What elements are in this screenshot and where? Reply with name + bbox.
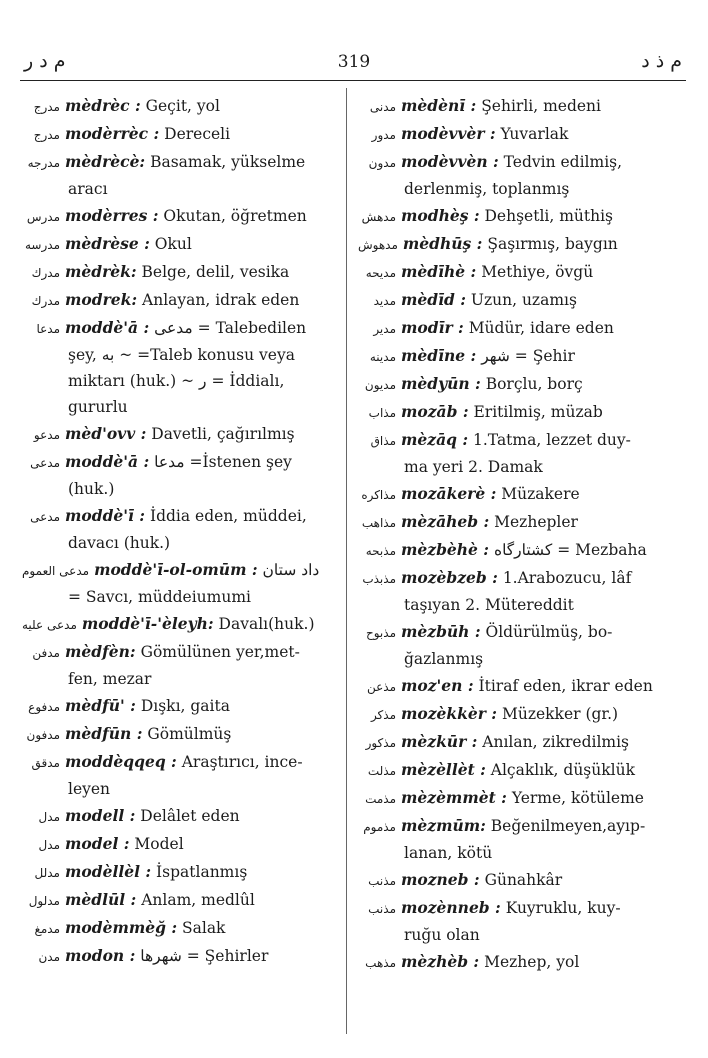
dictionary-entry	[22, 721, 344, 748]
transliteration: modèvvèn :	[401, 152, 499, 171]
definition: Beğenilmeyen,ayıp-	[490, 817, 646, 835]
definition: Anılan, zikredilmiş	[482, 733, 630, 751]
arabic-headword: مديون	[364, 378, 396, 392]
transliteration: modèvvèr :	[401, 124, 496, 143]
definition: Şaşırmış, baygın	[487, 235, 618, 253]
dictionary-entry	[22, 557, 344, 610]
arabic-headword: مدون	[368, 156, 396, 170]
definition: Gömülmüş	[147, 725, 232, 743]
definition-continuation: = Savcı, müddeiumumi	[68, 588, 251, 606]
transliteration: mèdrècè:	[65, 152, 146, 171]
arabic-headword: مدهش	[361, 210, 396, 224]
dictionary-entry	[358, 537, 676, 564]
transliteration: mèzāheb :	[401, 512, 490, 531]
definition: Anlam, medlûl	[141, 891, 255, 909]
arabic-headword: مدعو	[33, 428, 60, 442]
column-divider	[346, 88, 347, 1034]
arabic-headword: مديحه	[365, 266, 396, 280]
transliteration: mozènneb :	[401, 898, 501, 917]
definition: Basamak, yükselme	[150, 153, 306, 171]
definition-continuation: miktarı (huk.) ~ ر = İddialı,	[68, 372, 285, 390]
arabic-headword: مدير	[373, 322, 396, 336]
dictionary-entry	[22, 693, 344, 720]
transliteration: moddè'ā :	[65, 452, 150, 471]
transliteration: mèzmūm:	[401, 816, 486, 835]
dictionary-entry	[22, 93, 344, 120]
transliteration: mèdrèk:	[65, 262, 137, 281]
transliteration: mèzhèb :	[401, 952, 480, 971]
dictionary-entry	[358, 509, 676, 536]
transliteration: mèdīhè :	[401, 262, 477, 281]
definition-continuation: lanan, kötü	[404, 844, 493, 862]
dictionary-entry	[358, 203, 676, 230]
transliteration: model :	[65, 834, 130, 853]
dictionary-entry	[358, 867, 676, 894]
definition-continuation: taşıyan 2. Mütereddit	[404, 596, 574, 614]
arabic-headword: مدرسه	[24, 238, 60, 252]
dictionary-entry	[358, 287, 676, 314]
dictionary-entry	[358, 785, 676, 812]
dictionary-entry	[22, 449, 344, 502]
arabic-headword: مذبذب	[362, 572, 396, 586]
definition: Anlayan, idrak eden	[142, 291, 300, 309]
dictionary-entry	[22, 421, 344, 448]
definition: Yerme, kötüleme	[511, 789, 644, 807]
dictionary-entry	[358, 757, 676, 784]
definition: Model	[134, 835, 184, 853]
definition: Gömülünen yer,met-	[140, 643, 300, 661]
dictionary-entry	[358, 231, 676, 258]
dictionary-entry	[358, 343, 676, 370]
transliteration: mèdènī :	[401, 96, 477, 115]
arabic-headword: مدرك	[31, 266, 60, 280]
definition: شهر = Şehir	[481, 347, 575, 365]
arabic-headword: مدرج	[33, 128, 60, 142]
dictionary-entry	[358, 427, 676, 480]
transliteration: mèzbèhè :	[401, 540, 490, 559]
definition: Geçit, yol	[145, 97, 220, 115]
transliteration: mèzbūh :	[401, 622, 481, 641]
dictionary-entry	[22, 231, 344, 258]
dictionary-entry	[22, 259, 344, 286]
definition: شهرها = Şehirler	[140, 947, 269, 965]
definition-continuation: (huk.)	[68, 480, 115, 498]
dictionary-entry	[22, 149, 344, 202]
arabic-headword: مدقق	[31, 756, 60, 770]
dictionary-entry	[358, 729, 676, 756]
transliteration: modīr :	[401, 318, 464, 337]
header-rule	[20, 80, 686, 81]
definition: Mezhep, yol	[484, 953, 580, 971]
arabic-headword: مدنى	[369, 100, 396, 114]
dictionary-entry	[22, 887, 344, 914]
transliteration: modèllèl :	[65, 862, 152, 881]
dictionary-entry	[358, 149, 676, 202]
definition: Günahkâr	[484, 871, 563, 889]
arabic-headword: مذلت	[367, 764, 396, 778]
definition-continuation: fen, mezar	[68, 670, 152, 688]
arabic-headword: مذاب	[368, 406, 396, 420]
transliteration: mozèkkèr :	[401, 704, 498, 723]
arabic-headword: مدور	[371, 128, 396, 142]
definition: 1.Arabozucu, lâf	[502, 569, 632, 587]
transliteration: modrek:	[65, 290, 138, 309]
definition: Davalı(huk.)	[218, 615, 315, 633]
page-number: 319	[337, 52, 371, 72]
definition: Delâlet eden	[140, 807, 240, 825]
definition: Dehşetli, müthiş	[484, 207, 614, 225]
definition: Müdür, idare eden	[468, 319, 614, 337]
definition: Tedvin edilmiş,	[503, 153, 623, 171]
dictionary-entry	[358, 315, 676, 342]
arabic-headword: مدعى العموم	[22, 564, 90, 578]
transliteration: mèdrèse :	[65, 234, 150, 253]
transliteration: modell :	[65, 806, 136, 825]
definition: Öldürülmüş, bo-	[485, 623, 613, 641]
transliteration: mèdrèc :	[65, 96, 141, 115]
transliteration: mozneb :	[401, 870, 480, 889]
definition: İddia eden, müddei,	[149, 507, 307, 525]
transliteration: mèdyūn :	[401, 374, 481, 393]
definition: Davetli, çağırılmış	[151, 425, 295, 443]
transliteration: mèdhūş :	[402, 234, 483, 253]
definition: Alçaklık, düşüklük	[490, 761, 635, 779]
definition-continuation: gururlu	[68, 398, 128, 416]
arabic-headword: مذهب	[365, 956, 396, 970]
arabic-headword: مذاهب	[361, 516, 396, 530]
arabic-headword: مدهوش	[358, 238, 398, 252]
definition: Müzekker (gr.)	[501, 705, 619, 723]
dictionary-entry	[358, 399, 676, 426]
arabic-headword: مدل	[38, 810, 60, 824]
dictionary-entry	[22, 915, 344, 942]
dictionary-entry	[358, 813, 676, 866]
definition-continuation: ruğu olan	[404, 926, 480, 944]
header-right-letters: م ذ د	[641, 50, 682, 72]
dictionary-entry	[358, 121, 676, 148]
arabic-headword: مذبوح	[365, 626, 396, 640]
arabic-headword: مدينه	[369, 350, 396, 364]
definition: مدعى = Talebedilen	[154, 319, 307, 337]
definition: Kuyruklu, kuy-	[505, 899, 621, 917]
definition: Şehirli, medeni	[481, 97, 602, 115]
transliteration: mèdīne :	[401, 346, 477, 365]
definition: Dışkı, gaita	[140, 697, 230, 715]
dictionary-entry	[22, 315, 344, 420]
arabic-headword: مدرج	[33, 100, 60, 114]
dictionary-entry	[358, 371, 676, 398]
dictionary-entry	[22, 611, 344, 638]
definition-continuation: ğazlanmış	[404, 650, 484, 668]
arabic-headword: مدفون	[26, 728, 60, 742]
arabic-headword: مدعا	[36, 322, 60, 336]
arabic-headword: مذاق	[370, 434, 396, 448]
dictionary-entry	[22, 121, 344, 148]
dictionary-entry	[358, 701, 676, 728]
dictionary-entry	[22, 831, 344, 858]
dictionary-entry	[358, 895, 676, 948]
definition: كشتارگاه = Mezbaha	[493, 541, 647, 559]
definition: Okul	[154, 235, 192, 253]
definition: Müzakere	[501, 485, 580, 503]
definition: داد ستان	[262, 561, 320, 579]
arabic-headword: مدلل	[34, 866, 60, 880]
transliteration: modon :	[65, 946, 136, 965]
dictionary-entry	[22, 749, 344, 802]
arabic-headword: مدعى	[30, 456, 60, 470]
dictionary-entry	[358, 949, 676, 976]
transliteration: mèzāq :	[401, 430, 469, 449]
arabic-headword: مذعن	[366, 680, 396, 694]
header-left-letters: م د ر	[24, 50, 66, 72]
dictionary-entry	[22, 803, 344, 830]
transliteration: modèrres :	[65, 206, 159, 225]
transliteration: moddè'ā :	[65, 318, 150, 337]
arabic-headword: مذكور	[365, 736, 396, 750]
left-column	[22, 93, 344, 971]
arabic-headword: مدفوع	[28, 700, 60, 714]
transliteration: moddè'ī :	[65, 506, 146, 525]
transliteration: moddèqqeq :	[65, 752, 177, 771]
arabic-headword: مدلول	[28, 894, 60, 908]
definition-continuation: ma yeri 2. Damak	[404, 458, 543, 476]
dictionary-entry	[358, 565, 676, 618]
transliteration: mozākerè :	[401, 484, 497, 503]
dictionary-entry	[358, 619, 676, 672]
definition: Salak	[182, 919, 226, 937]
transliteration: modhèş :	[401, 206, 480, 225]
definition: Eritilmiş, müzab	[473, 403, 603, 421]
definition: İtiraf eden, ikrar eden	[478, 677, 653, 695]
definition: Okutan, öğretmen	[163, 207, 307, 225]
arabic-headword: مدل	[38, 838, 60, 852]
definition-continuation: şey, به ~ =Taleb konusu veya	[68, 346, 295, 364]
arabic-headword: مديد	[373, 294, 396, 308]
transliteration: moddè'ī-'èleyh:	[81, 614, 214, 633]
definition: Borçlu, borç	[485, 375, 583, 393]
transliteration: mèzkūr :	[401, 732, 478, 751]
definition: Dereceli	[164, 125, 231, 143]
transliteration: mèzèllèt :	[401, 760, 486, 779]
transliteration: moz'en :	[401, 676, 474, 695]
arabic-headword: مدرك	[31, 294, 60, 308]
definition-continuation: davacı (huk.)	[68, 534, 171, 552]
definition-continuation: aracı	[68, 180, 108, 198]
arabic-headword: مدفن	[32, 646, 60, 660]
transliteration: mèzèmmèt :	[401, 788, 507, 807]
transliteration: mèdfèn:	[65, 642, 136, 661]
dictionary-entry	[358, 259, 676, 286]
arabic-headword: مذبحه	[365, 544, 396, 558]
definition-continuation: leyen	[68, 780, 111, 798]
arabic-headword: مدعى	[30, 510, 60, 524]
transliteration: moddè'ī-ol-omūm :	[94, 560, 258, 579]
definition: İspatlanmış	[156, 863, 248, 881]
arabic-headword: مدن	[38, 950, 60, 964]
arabic-headword: مدعى عليه	[22, 618, 77, 632]
transliteration: modèrrèc :	[65, 124, 160, 143]
transliteration: mozāb :	[401, 402, 469, 421]
definition: Mezhepler	[494, 513, 578, 531]
arabic-headword: مدرس	[26, 210, 60, 224]
definition: Yuvarlak	[500, 125, 569, 143]
transliteration: mèd'ovv :	[65, 424, 147, 443]
transliteration: mèdfūn :	[65, 724, 143, 743]
arabic-headword: مذنب	[368, 874, 396, 888]
transliteration: mèdlūl :	[65, 890, 137, 909]
transliteration: mozèbzeb :	[401, 568, 498, 587]
arabic-headword: مذاكره	[361, 488, 396, 502]
right-column	[358, 93, 676, 977]
dictionary-entry	[358, 673, 676, 700]
definition: 1.Tatma, lezzet duy-	[473, 431, 631, 449]
arabic-headword: مذكر	[370, 708, 396, 722]
definition: Belge, delil, vesika	[141, 263, 290, 281]
transliteration: modèmmèğ :	[65, 918, 178, 937]
definition: Uzun, uzamış	[470, 291, 577, 309]
transliteration: mèdīd :	[401, 290, 466, 309]
definition: مدعا =İstenen şey	[154, 453, 292, 471]
dictionary-entry	[358, 481, 676, 508]
dictionary-entry	[22, 203, 344, 230]
definition: Araştırıcı, ince-	[181, 753, 303, 771]
transliteration: mèdfū' :	[65, 696, 136, 715]
definition: Methiye, övgü	[481, 263, 594, 281]
dictionary-entry	[22, 859, 344, 886]
definition-continuation: derlenmiş, toplanmış	[404, 180, 570, 198]
arabic-headword: مدرجه	[27, 156, 60, 170]
dictionary-entry	[22, 639, 344, 692]
dictionary-entry	[22, 943, 344, 970]
arabic-headword: مدمغ	[34, 922, 60, 936]
dictionary-entry	[22, 503, 344, 556]
arabic-headword: مذموم	[363, 820, 396, 834]
arabic-headword: مذنب	[368, 902, 396, 916]
dictionary-entry	[22, 287, 344, 314]
arabic-headword: مذمت	[365, 792, 396, 806]
dictionary-entry	[358, 93, 676, 120]
